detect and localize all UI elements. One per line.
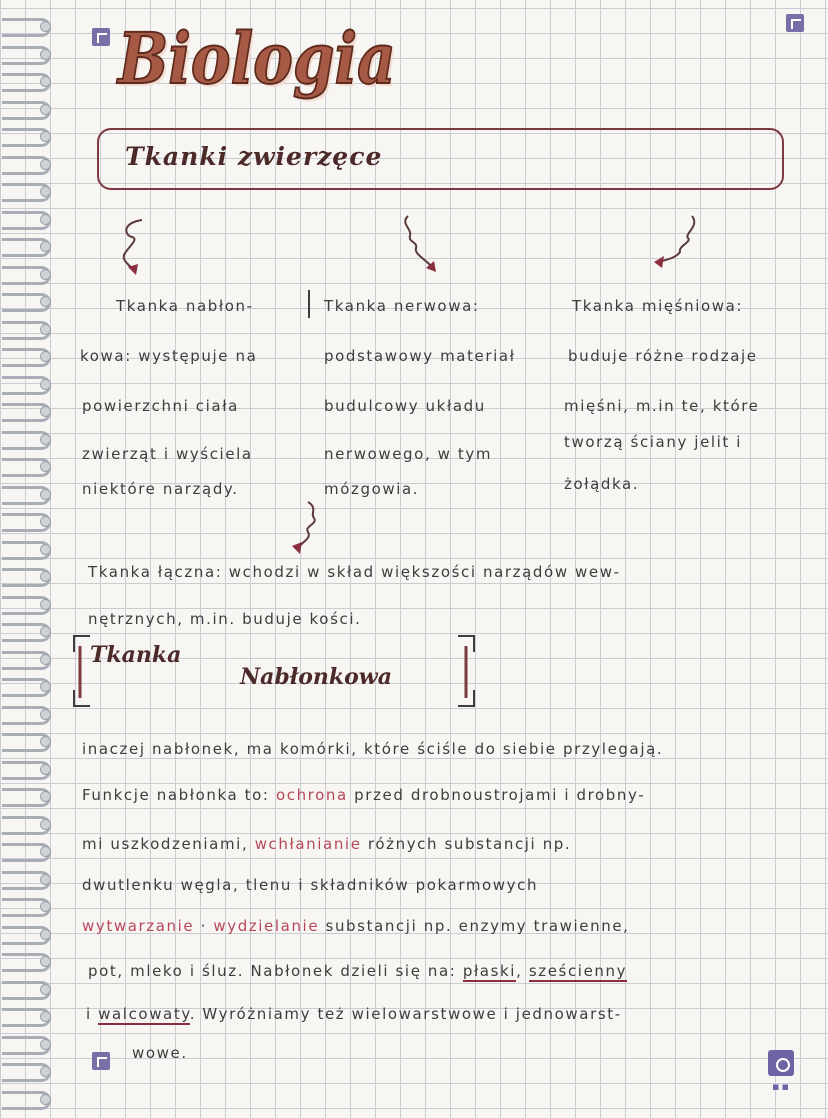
- column-1-line: powierzchni ciała: [82, 397, 239, 415]
- binding-hole-icon: [40, 819, 51, 830]
- binding-hole-icon: [40, 1011, 51, 1022]
- binding-hole-icon: [40, 489, 51, 500]
- binding-hole-icon: [40, 709, 51, 720]
- binding-hole-icon: [40, 571, 51, 582]
- column-3-line: Tkanka mięśniowa:: [572, 297, 744, 315]
- binding-hole-icon: [40, 351, 51, 362]
- squiggle-arrow-icon: [648, 212, 700, 272]
- binding-hole-icon: [40, 516, 51, 527]
- binding-hole-icon: [40, 76, 51, 87]
- logo-square-icon: [92, 28, 110, 46]
- binding-hole-icon: [40, 846, 51, 857]
- binding-hole-icon: [40, 1094, 51, 1105]
- column-1-line: niektóre narządy.: [82, 480, 239, 498]
- binding-hole-icon: [40, 1039, 51, 1050]
- page-title: Biologia: [118, 17, 396, 100]
- binding-hole-icon: [40, 379, 51, 390]
- highlight-text: wytwarzanie: [82, 917, 195, 935]
- binding-hole-icon: [40, 296, 51, 307]
- body-text: przed drobnoustrojami i drobny-: [347, 786, 646, 804]
- column-2-line: mózgowia.: [324, 480, 420, 498]
- column-3-line: żołądka.: [564, 475, 640, 493]
- column-3-line: tworzą ściany jelit i: [564, 433, 743, 451]
- binding-hole-icon: [40, 956, 51, 967]
- section-heading: Tkanka: [90, 642, 182, 668]
- body-text: pot, mleko i śluz. Nabłonek dzieli się na:: [88, 962, 463, 980]
- body-text: i: [86, 1005, 99, 1023]
- highlight-text: wchłanianie: [254, 835, 362, 853]
- section-heading: Tkanki zwierzęce: [125, 142, 383, 171]
- binding-hole-icon: [40, 159, 51, 170]
- body-text: . Wyróżniamy też wielowarstwowe i jednowarst-: [189, 1005, 622, 1023]
- binding-hole-icon: [40, 764, 51, 775]
- column-1-line: Tkanka nabłon-: [116, 297, 254, 315]
- column-2-line: budulcowy układu: [324, 397, 486, 415]
- section-heading: Nabłonkowa: [240, 664, 392, 690]
- binding-hole-icon: [40, 186, 51, 197]
- binding-hole-icon: [40, 214, 51, 225]
- body-text: Funkcje nabłonka to:: [82, 786, 276, 804]
- body-text: różnych substancji np.: [361, 835, 572, 853]
- binding-hole-icon: [40, 929, 51, 940]
- binding-hole-icon: [40, 461, 51, 472]
- body-line: dwutlenku węgla, tlenu i składników pokarmowych: [82, 876, 539, 894]
- column-3-line: buduje różne rodzaje: [568, 347, 758, 365]
- binding-hole-icon: [40, 49, 51, 60]
- section-heading-box: [70, 632, 478, 710]
- connective-line: nętrznych, m.in. buduje kości.: [88, 610, 362, 628]
- underlined-text: sześcienny: [528, 962, 628, 980]
- underlined-text: walcowaty: [98, 1005, 190, 1023]
- squiggle-arrow-icon: [288, 498, 328, 558]
- binding-hole-icon: [40, 654, 51, 665]
- highlight-text: wydzielanie: [213, 917, 320, 935]
- spiral-binding: [0, 0, 58, 1118]
- binding-hole-icon: [40, 324, 51, 335]
- body-line: [82, 786, 645, 804]
- squiggle-arrow-icon: [398, 212, 446, 277]
- column-2-line: Tkanka nerwowa:: [324, 297, 480, 315]
- connective-line: Tkanka łączna: wchodzi w skład większości narządów wew-: [88, 563, 621, 581]
- column-1-line: zwierząt i wyściela: [82, 445, 253, 463]
- binding-hole-icon: [40, 131, 51, 142]
- binding-hole-icon: [40, 626, 51, 637]
- binding-hole-icon: [40, 1066, 51, 1077]
- body-line: [82, 917, 630, 935]
- body-line: inaczej nabłonek, ma komórki, które ściśle do siebie przylegają.: [82, 740, 664, 758]
- body-line: [88, 962, 627, 980]
- binding-hole-icon: [40, 736, 51, 747]
- column-1-line: kowa: występuje na: [80, 347, 258, 365]
- body-line: [86, 1005, 622, 1023]
- divider: [308, 290, 310, 318]
- binding-hole-icon: [40, 434, 51, 445]
- body-line: [82, 835, 571, 853]
- binding-hole-icon: [40, 241, 51, 252]
- binding-hole-icon: [40, 21, 51, 32]
- body-text: mi uszkodzeniami,: [82, 835, 255, 853]
- column-2-line: podstawowy materiał: [324, 347, 516, 365]
- column-3-line: mięśni, m.in te, które: [564, 397, 760, 415]
- binding-hole-icon: [40, 544, 51, 555]
- section-heading-box: [97, 128, 784, 190]
- binding-hole-icon: [40, 791, 51, 802]
- squiggle-arrow-icon: [112, 215, 152, 280]
- binding-hole-icon: [40, 104, 51, 115]
- column-2-line: nerwowego, w tym: [324, 445, 493, 463]
- logo-square-icon: [92, 1052, 110, 1070]
- highlight-text: ochrona: [275, 786, 348, 804]
- body-text: substancji np. enzymy trawienne,: [319, 917, 630, 935]
- binding-hole-icon: [40, 599, 51, 610]
- body-text: ·: [194, 917, 214, 935]
- binding-hole-icon: [40, 681, 51, 692]
- underlined-text: płaski: [462, 962, 517, 980]
- watermark-logo-icon: [768, 1050, 794, 1076]
- logo-square-icon: [786, 14, 804, 32]
- body-text: ,: [516, 962, 529, 980]
- binding-hole-icon: [40, 874, 51, 885]
- binding-hole-icon: [40, 406, 51, 417]
- binding-hole-icon: [40, 984, 51, 995]
- binding-hole-icon: [40, 901, 51, 912]
- body-line: wowe.: [132, 1044, 188, 1062]
- watermark-dots-icon: ▪▪: [772, 1080, 791, 1093]
- binding-hole-icon: [40, 269, 51, 280]
